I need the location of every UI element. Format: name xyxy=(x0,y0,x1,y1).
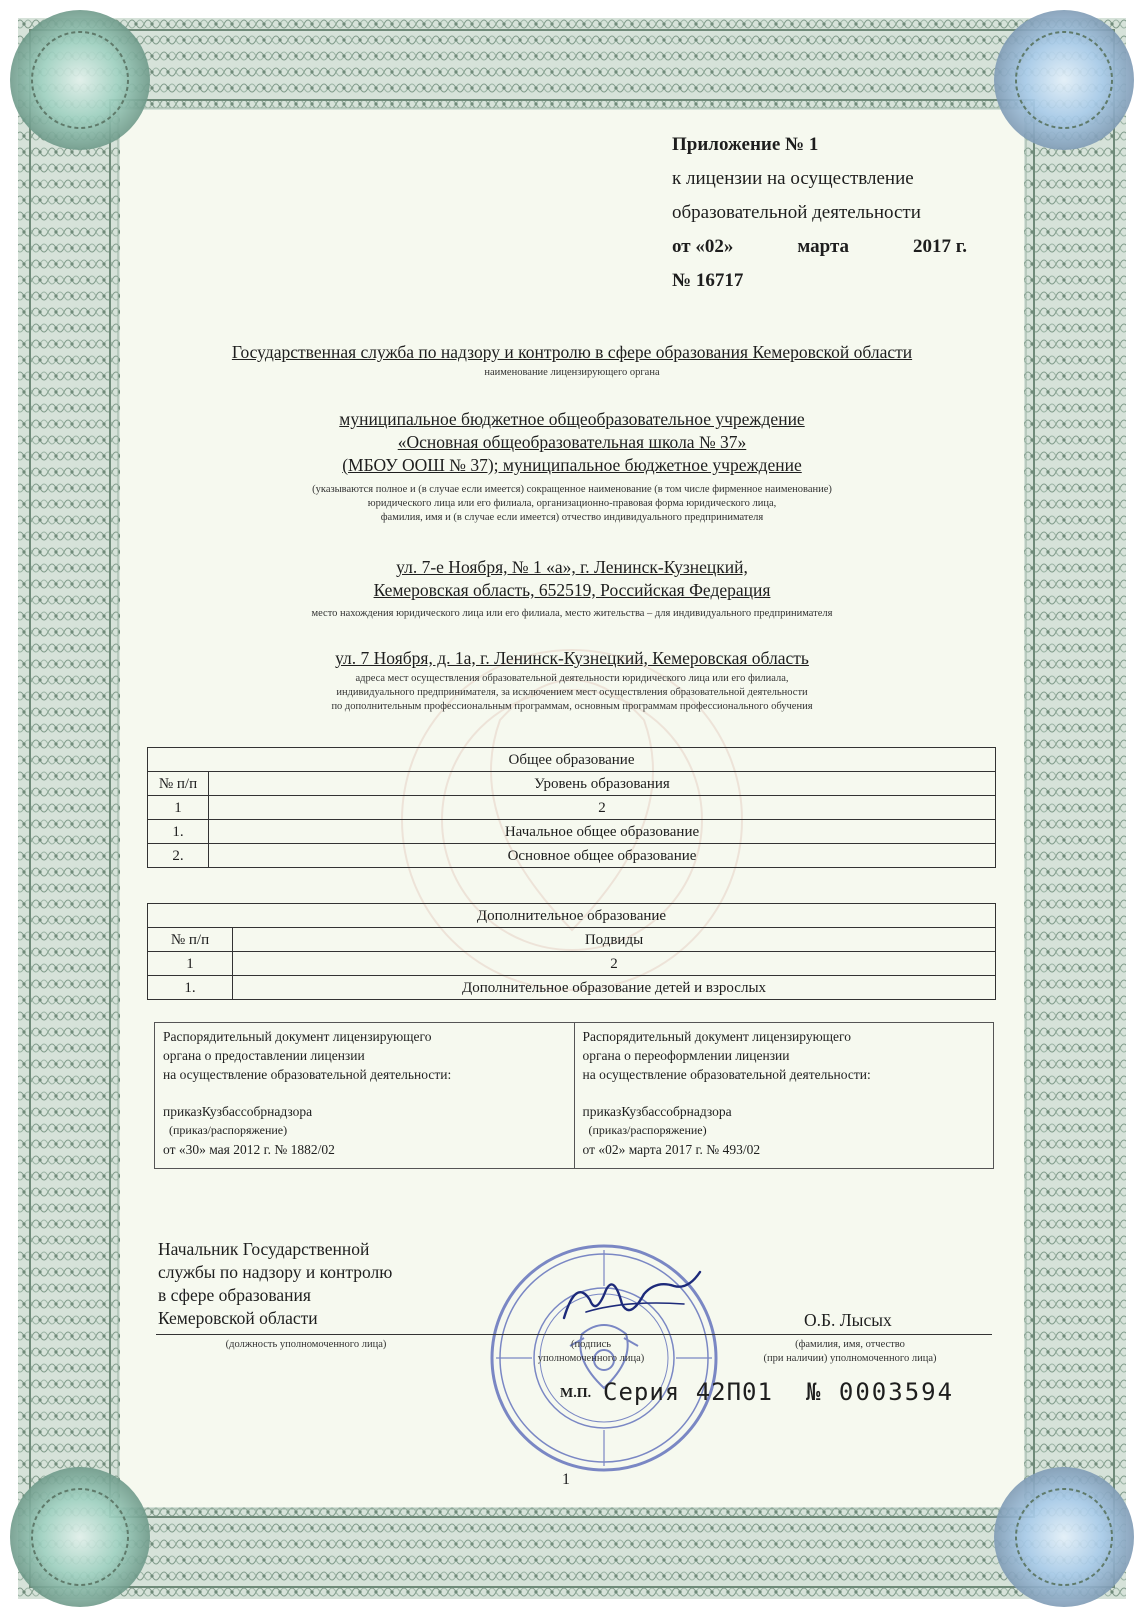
general-education-table xyxy=(147,747,996,868)
signatory-post xyxy=(158,1238,458,1330)
reissue-document-line-3: на осуществление образовательной деятельности: xyxy=(582,1067,871,1082)
appendix-line-1: к лицензии на осуществление xyxy=(672,168,914,189)
licensee-name xyxy=(130,408,1014,477)
name-caption-2: (при наличии) уполномоченного лица) xyxy=(763,1353,937,1364)
signature-caption-2: уполномоченного лица) xyxy=(537,1353,645,1364)
signature-caption xyxy=(496,1338,686,1366)
additional-education-index-2: 2 xyxy=(233,952,996,976)
activity-address: ул. 7 Ноября, д. 1а, г. Ленинск-Кузнецкий, Кемеровская область xyxy=(335,648,809,668)
general-education-title: Общее образование xyxy=(148,748,996,772)
table-row xyxy=(148,844,996,868)
grant-document-date: от «30» мая 2012 г. № 1882/02 xyxy=(163,1142,335,1157)
blank-series: Серия 42П01 xyxy=(603,1378,773,1406)
row-value: Начальное общее образование xyxy=(209,820,996,844)
grant-document-line-2: органа о предоставлении лицензии xyxy=(163,1048,365,1063)
authority-caption: наименование лицензирующего органа xyxy=(484,367,660,378)
reissue-document-type: приказКузбассобрнадзора xyxy=(582,1104,732,1119)
row-number: 1. xyxy=(148,976,233,1000)
legal-address-caption: место нахождения юридического лица или его филиала, место жительства – для индивидуального предпринимателя xyxy=(311,608,833,619)
licensee-caption-3: фамилия, имя и (в случае если имеется) отчество индивидуального предпринимателя xyxy=(380,512,764,523)
administrative-documents xyxy=(154,1022,994,1169)
additional-education-col-subtype-header: Подвиды xyxy=(233,928,996,952)
appendix-date xyxy=(672,230,967,264)
appendix-date-month: марта xyxy=(797,236,850,257)
activity-address-caption-3: по дополнительным профессиональным программам, основным программам профессионального обучения xyxy=(331,701,813,712)
row-number: 2. xyxy=(148,844,209,868)
grant-document xyxy=(155,1023,574,1168)
appendix-date-day: от «02» xyxy=(672,236,734,257)
table-row xyxy=(148,976,996,1000)
licensee-line-3: (МБОУ ООШ № 37); муниципальное бюджетное учреждение xyxy=(342,455,802,475)
licensee-caption-2: юридического лица или его филиала, организационно-правовая форма юридического лица, xyxy=(367,498,777,509)
authority-name: Государственная служба по надзору и контролю в сфере образования Кемеровской области xyxy=(231,342,913,362)
name-caption xyxy=(710,1338,990,1366)
reissue-document-date: от «02» марта 2017 г. № 493/02 xyxy=(582,1142,761,1157)
additional-education-title: Дополнительное образование xyxy=(148,904,996,928)
legal-address-line-2: Кемеровская область, 652519, Российская Федерация xyxy=(373,580,771,600)
blank-number: № 0003594 xyxy=(806,1378,955,1406)
general-education-col-level-header: Уровень образования xyxy=(209,772,996,796)
general-education-col-num-header: № п/п xyxy=(148,772,209,796)
appendix-header xyxy=(672,128,982,298)
license-number: № 16717 xyxy=(672,270,744,291)
signatory-post-line-1: Начальник Государственной xyxy=(158,1239,370,1259)
row-number: 1. xyxy=(148,820,209,844)
reissue-document-line-2: органа о переоформлении лицензии xyxy=(582,1048,790,1063)
licensee-line-1: муниципальное бюджетное общеобразовательное учреждение xyxy=(339,409,805,429)
activity-address-caption xyxy=(150,672,994,714)
signatory-name: О.Б. Лысых xyxy=(804,1310,892,1330)
signature-caption-1: (подпись xyxy=(570,1339,612,1350)
appendix-date-year: 2017 г. xyxy=(912,236,967,257)
signatory-post-line-3: в сфере образования xyxy=(158,1285,311,1305)
stamp-place-mark: М.П. xyxy=(560,1386,592,1401)
row-value: Основное общее образование xyxy=(209,844,996,868)
reissue-document-caption: (приказ/распоряжение) xyxy=(588,1123,707,1137)
additional-education-col-num-header: № п/п xyxy=(148,928,233,952)
page-number: 1 xyxy=(562,1471,570,1488)
general-education-index-1: 1 xyxy=(148,796,209,820)
grant-document-caption: (приказ/распоряжение) xyxy=(169,1123,288,1137)
appendix-line-2: образовательной деятельности xyxy=(672,202,921,223)
general-education-index-2: 2 xyxy=(209,796,996,820)
grant-document-line-3: на осуществление образовательной деятельности: xyxy=(163,1067,452,1082)
appendix-title: Приложение № 1 xyxy=(672,134,819,155)
post-caption: (должность уполномоченного лица) xyxy=(225,1339,387,1350)
signature-line xyxy=(156,1334,992,1335)
activity-address-caption-1: адреса мест осуществления образовательной деятельности юридического лица или его филиала, xyxy=(355,673,789,684)
legal-address-line-1: ул. 7-е Ноября, № 1 «а», г. Ленинск-Кузнецкий, xyxy=(396,557,748,577)
reissue-document xyxy=(574,1023,994,1168)
signatory-post-line-2: службы по надзору и контролю xyxy=(158,1262,393,1282)
additional-education-table xyxy=(147,903,996,1000)
activity-address-caption-2: индивидуального предпринимателя, за исключением мест осуществления образовательной деятельности xyxy=(336,687,808,698)
signatory-post-line-4: Кемеровской области xyxy=(158,1308,318,1328)
handwritten-signature xyxy=(556,1260,706,1340)
licensee-line-2: «Основная общеобразовательная школа № 37» xyxy=(397,432,747,452)
row-value: Дополнительное образование детей и взрослых xyxy=(233,976,996,1000)
reissue-document-line-1: Распорядительный документ лицензирующего xyxy=(582,1029,851,1044)
name-caption-1: (фамилия, имя, отчество xyxy=(795,1339,905,1350)
licensee-caption-1: (указываются полное и (в случае если имеется) сокращенное наименование (в том числе фирменное наименование) xyxy=(312,484,832,495)
licensee-caption xyxy=(150,483,994,525)
additional-education-index-1: 1 xyxy=(148,952,233,976)
grant-document-type: приказКузбассобрнадзора xyxy=(163,1104,313,1119)
table-row xyxy=(148,820,996,844)
grant-document-line-1: Распорядительный документ лицензирующего xyxy=(163,1029,432,1044)
legal-address xyxy=(130,556,1014,602)
